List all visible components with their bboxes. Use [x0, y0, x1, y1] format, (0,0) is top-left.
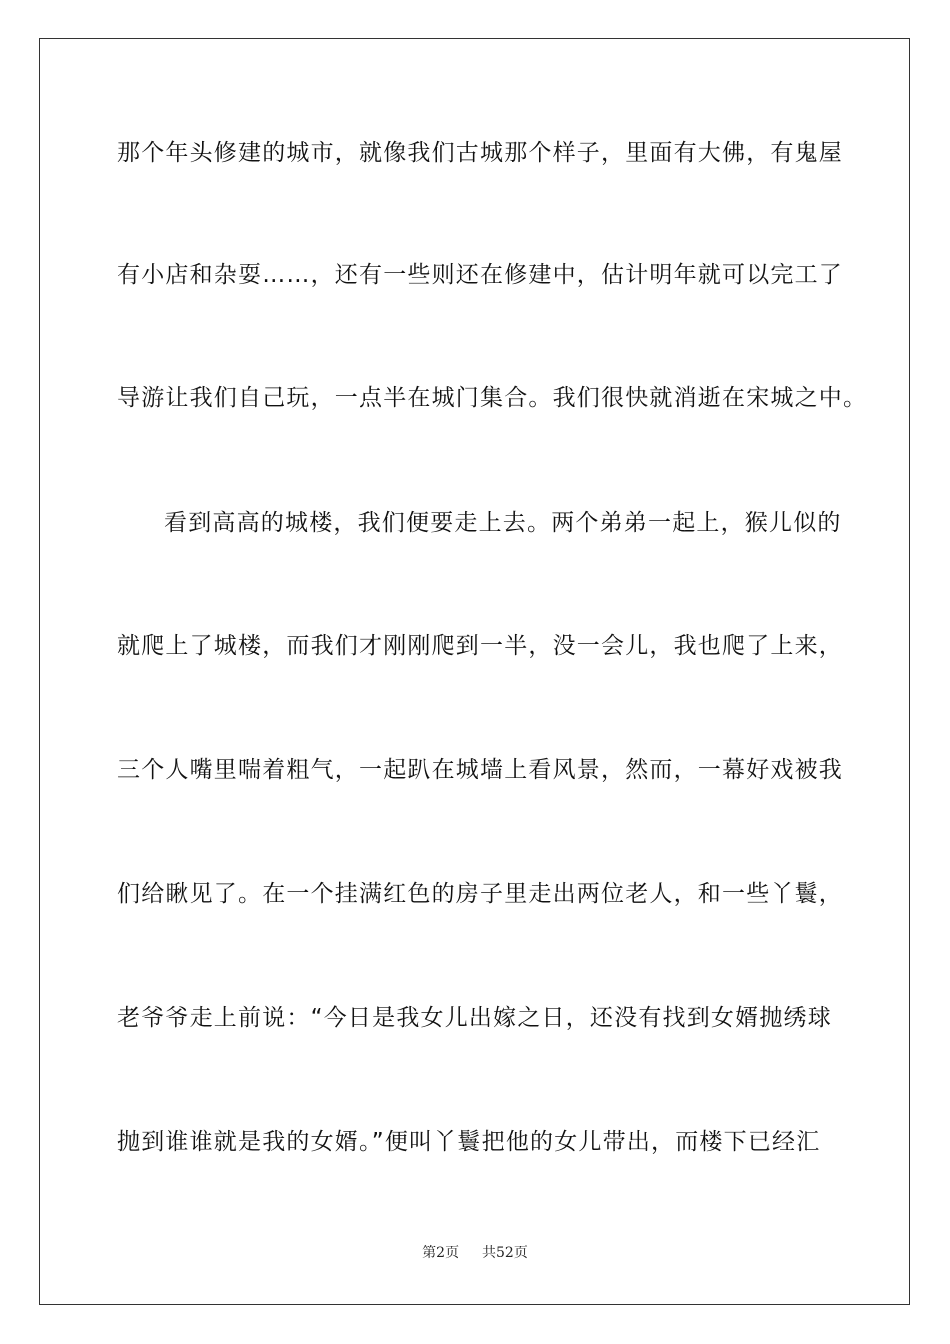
- body-line-9: 抛到谁谁就是我的女婿。”便叫丫鬟把他的女儿带出，而楼下已经汇: [117, 1129, 821, 1155]
- page-border: [39, 38, 910, 1305]
- body-line-2: 有小店和杂耍……，还有一些则还在修建中，估计明年就可以完工了: [117, 262, 843, 288]
- body-line-4: 看到高高的城楼，我们便要走上去。两个弟弟一起上，猴儿似的: [164, 510, 842, 536]
- body-line-7: 们给瞅见了。在一个挂满红色的房子里走出两位老人，和一些丫鬟，: [117, 881, 843, 907]
- body-line-6: 三个人嘴里喘着粗气，一起趴在城墙上看风景，然而，一幕好戏被我: [117, 757, 843, 783]
- page-footer: [0, 1244, 950, 1262]
- body-line-3: 导游让我们自己玩，一点半在城门集合。我们很快就消逝在宋城之中。: [117, 385, 868, 411]
- body-line-8: 老爷爷走上前说：“今日是我女儿出嫁之日，还没有找到女婿抛绣球: [117, 1005, 832, 1031]
- page-total: 共52页: [482, 1245, 528, 1261]
- page-number: 第2页: [422, 1245, 460, 1261]
- body-line-5: 就爬上了城楼，而我们才刚刚爬到一半，没一会儿，我也爬了上来，: [117, 633, 843, 659]
- body-line-1: 那个年头修建的城市，就像我们古城那个样子，里面有大佛，有鬼屋: [117, 140, 843, 166]
